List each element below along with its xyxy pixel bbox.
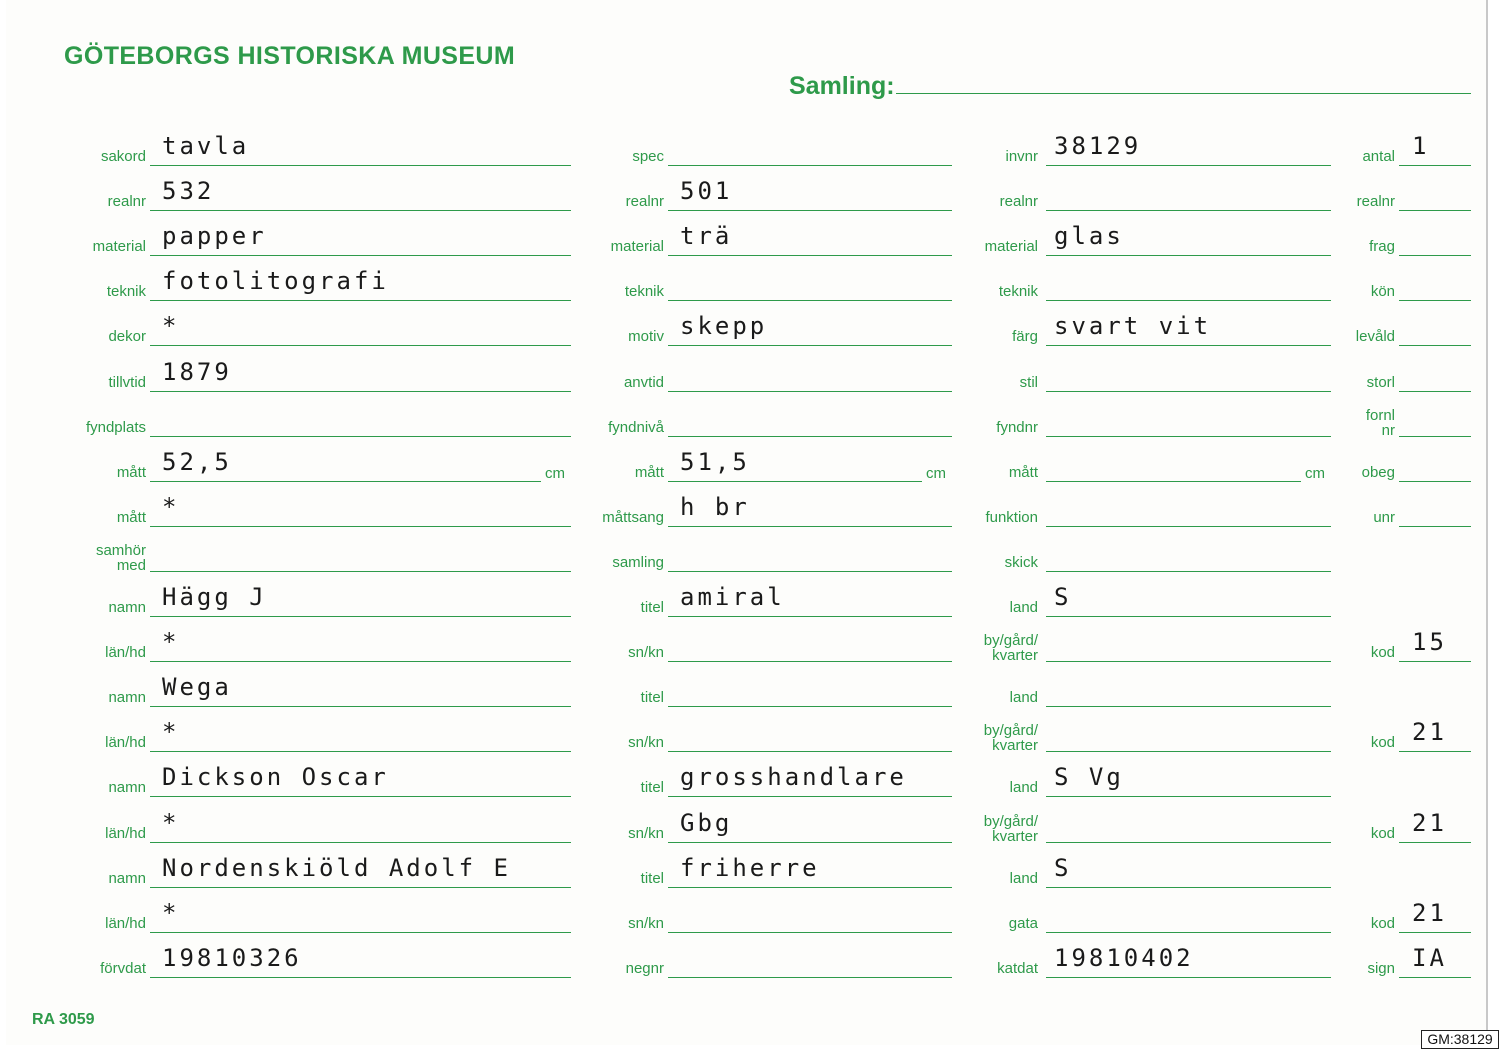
field-label: kod <box>1370 915 1395 932</box>
field-underline <box>668 526 952 527</box>
field-label: material <box>610 238 664 255</box>
field-underline <box>1046 706 1331 707</box>
field-underline <box>1046 887 1331 888</box>
field-underline <box>1046 571 1331 572</box>
field-label: fyndnivå <box>608 419 664 436</box>
field-label: land <box>1009 870 1038 887</box>
field-underline <box>1399 210 1471 211</box>
field-value[interactable]: * <box>162 718 180 746</box>
field-value[interactable]: * <box>162 493 180 521</box>
field-label: sn/kn <box>628 825 664 842</box>
field-underline <box>150 571 571 572</box>
field-label: län/hd <box>105 915 146 932</box>
field-underline <box>150 616 571 617</box>
field-underline <box>1399 436 1471 437</box>
field-label: län/hd <box>105 825 146 842</box>
field-label: obeg <box>1361 464 1395 481</box>
field-label: kod <box>1370 644 1395 661</box>
field-value[interactable]: Dickson Oscar <box>162 763 389 791</box>
field-underline <box>150 751 571 752</box>
field-underline <box>668 571 952 572</box>
field-underline <box>150 932 571 933</box>
field-underline <box>150 345 571 346</box>
unit-label: cm <box>545 465 565 482</box>
field-underline <box>150 165 571 166</box>
field-underline <box>1046 255 1331 256</box>
field-value[interactable]: skepp <box>680 312 768 340</box>
catalog-card <box>6 0 1488 1045</box>
field-value[interactable]: 51,5 <box>680 448 750 476</box>
field-label: sn/kn <box>628 915 664 932</box>
field-underline <box>1046 436 1331 437</box>
field-label: namn <box>108 689 146 706</box>
field-label: samling <box>612 554 664 571</box>
field-label: mått <box>1008 464 1038 481</box>
field-label: namn <box>108 870 146 887</box>
field-label: realnr <box>107 193 146 210</box>
field-value[interactable]: papper <box>162 222 267 250</box>
field-label: spec <box>632 148 664 165</box>
field-label: titel <box>640 870 664 887</box>
field-label: by/gård/ kvarter <box>983 722 1038 754</box>
field-label: anvtid <box>623 374 664 391</box>
field-value[interactable]: IA <box>1412 944 1447 972</box>
field-label: namn <box>108 779 146 796</box>
field-label: mått <box>116 464 146 481</box>
field-value[interactable]: * <box>162 899 180 927</box>
field-label: frag <box>1369 238 1395 255</box>
field-label: unr <box>1373 509 1395 526</box>
field-label: sn/kn <box>628 644 664 661</box>
field-label: teknik <box>106 283 146 300</box>
field-underline <box>1399 255 1471 256</box>
field-underline <box>668 661 952 662</box>
form-code: RA 3059 <box>32 1011 95 1028</box>
field-label: titel <box>640 779 664 796</box>
field-label: län/hd <box>105 734 146 751</box>
field-label: färg <box>1012 328 1038 345</box>
field-label: land <box>1009 599 1038 616</box>
samling-label: Samling: <box>789 72 895 100</box>
field-label: realnr <box>625 193 664 210</box>
field-label: gata <box>1008 915 1038 932</box>
field-underline <box>668 751 952 752</box>
field-label: teknik <box>998 283 1038 300</box>
field-underline <box>668 887 952 888</box>
field-label: by/gård/ kvarter <box>983 632 1038 664</box>
field-value[interactable]: h br <box>680 493 750 521</box>
field-label: titel <box>640 689 664 706</box>
samling-field-line <box>896 93 1471 94</box>
field-value[interactable]: 38129 <box>1054 132 1142 160</box>
field-label: fyndplats <box>85 419 146 436</box>
field-label: kod <box>1370 734 1395 751</box>
field-underline <box>150 887 571 888</box>
field-underline <box>1046 210 1331 211</box>
field-value[interactable]: * <box>162 809 180 837</box>
field-label: län/hd <box>105 644 146 661</box>
field-label: namn <box>108 599 146 616</box>
field-label: kön <box>1370 283 1395 300</box>
field-label: by/gård/ kvarter <box>983 813 1038 845</box>
field-value[interactable]: amiral <box>680 583 785 611</box>
field-underline <box>1046 796 1331 797</box>
field-value[interactable]: 532 <box>162 177 215 205</box>
field-value[interactable]: 21 <box>1412 809 1447 837</box>
field-underline <box>1399 661 1471 662</box>
field-value[interactable]: S <box>1054 854 1072 882</box>
field-value[interactable]: glas <box>1054 222 1124 250</box>
field-label: teknik <box>624 283 664 300</box>
inventory-stamp: GM:38129 <box>1421 1030 1499 1049</box>
field-value[interactable]: 52,5 <box>162 448 232 476</box>
field-label: dekor <box>108 328 146 345</box>
field-label: realnr <box>999 193 1038 210</box>
field-underline <box>668 977 952 978</box>
field-underline <box>150 842 571 843</box>
field-label: storl <box>1366 374 1395 391</box>
field-label: fornl nr <box>1365 407 1395 439</box>
field-value[interactable]: S Vg <box>1054 763 1124 791</box>
field-label: funktion <box>985 509 1038 526</box>
field-underline <box>1046 481 1301 482</box>
field-underline <box>1399 481 1471 482</box>
museum-title: GÖTEBORGS HISTORISKA MUSEUM <box>64 42 516 70</box>
unit-label: cm <box>1305 465 1325 482</box>
field-label: material <box>92 238 146 255</box>
field-value[interactable]: grosshandlare <box>680 763 907 791</box>
field-label: negnr <box>625 960 664 977</box>
field-value[interactable]: 501 <box>680 177 733 205</box>
field-label: mått <box>634 464 664 481</box>
field-underline <box>668 842 952 843</box>
field-label: stil <box>1019 374 1038 391</box>
field-underline <box>150 481 541 482</box>
field-underline <box>1046 661 1331 662</box>
field-underline <box>668 210 952 211</box>
field-label: antal <box>1362 148 1395 165</box>
field-underline <box>1046 391 1331 392</box>
field-underline <box>668 255 952 256</box>
field-underline <box>150 436 571 437</box>
field-underline <box>668 932 952 933</box>
field-label: samhör med <box>95 542 146 574</box>
field-underline <box>1046 165 1331 166</box>
field-underline <box>668 481 922 482</box>
field-label: realnr <box>1356 193 1395 210</box>
field-value[interactable]: trä <box>680 222 733 250</box>
field-label: fyndnr <box>996 419 1038 436</box>
field-label: katdat <box>997 960 1038 977</box>
field-value[interactable]: svart vit <box>1054 312 1212 340</box>
field-value[interactable]: 1 <box>1412 132 1430 160</box>
field-underline <box>150 977 571 978</box>
field-value[interactable]: S <box>1054 583 1072 611</box>
field-value[interactable]: 15 <box>1412 628 1447 656</box>
field-underline <box>1046 526 1331 527</box>
field-label: land <box>1009 689 1038 706</box>
field-value[interactable]: Hägg J <box>162 583 267 611</box>
field-underline <box>150 706 571 707</box>
field-value[interactable]: tavla <box>162 132 250 160</box>
field-value[interactable]: fotolitografi <box>162 267 389 295</box>
field-underline <box>1046 300 1331 301</box>
field-label: land <box>1009 779 1038 796</box>
field-label: kod <box>1370 825 1395 842</box>
field-underline <box>668 345 952 346</box>
field-label: sn/kn <box>628 734 664 751</box>
field-underline <box>1399 300 1471 301</box>
field-value[interactable]: * <box>162 628 180 656</box>
field-label: förvdat <box>100 960 146 977</box>
field-underline <box>1046 977 1331 978</box>
field-underline <box>1046 616 1331 617</box>
field-underline <box>150 526 571 527</box>
field-underline <box>1399 526 1471 527</box>
field-underline <box>150 255 571 256</box>
field-value[interactable]: 21 <box>1412 718 1447 746</box>
field-underline <box>668 796 952 797</box>
field-underline <box>668 706 952 707</box>
field-underline <box>150 661 571 662</box>
field-underline <box>1046 932 1331 933</box>
field-value[interactable]: 1879 <box>162 358 232 386</box>
field-underline <box>1399 391 1471 392</box>
field-underline <box>668 391 952 392</box>
field-value[interactable]: 21 <box>1412 899 1447 927</box>
field-underline <box>1399 977 1471 978</box>
field-value[interactable]: 19810402 <box>1054 944 1194 972</box>
field-label: mått <box>116 509 146 526</box>
field-label: sign <box>1367 960 1395 977</box>
field-underline <box>1046 345 1331 346</box>
field-underline <box>668 616 952 617</box>
field-underline <box>150 796 571 797</box>
field-underline <box>1046 751 1331 752</box>
field-label: titel <box>640 599 664 616</box>
field-underline <box>150 391 571 392</box>
field-underline <box>1399 165 1471 166</box>
field-underline <box>150 210 571 211</box>
field-label: levåld <box>1355 328 1395 345</box>
field-underline <box>1399 932 1471 933</box>
field-value[interactable]: 19810326 <box>162 944 302 972</box>
field-underline <box>1399 345 1471 346</box>
field-underline <box>668 436 952 437</box>
field-underline <box>1046 842 1331 843</box>
field-label: måttsang <box>602 509 664 526</box>
field-underline <box>1399 751 1471 752</box>
field-value[interactable]: Nordenskiöld Adolf E <box>162 854 511 882</box>
field-value[interactable]: friherre <box>680 854 820 882</box>
field-underline <box>150 300 571 301</box>
field-underline <box>668 165 952 166</box>
field-label: invnr <box>1005 148 1038 165</box>
field-value[interactable]: * <box>162 312 180 340</box>
field-label: skick <box>1004 554 1038 571</box>
unit-label: cm <box>926 465 946 482</box>
field-label: sakord <box>100 148 146 165</box>
field-label: motiv <box>628 328 664 345</box>
field-underline <box>1399 842 1471 843</box>
field-label: tillvtid <box>108 374 146 391</box>
field-value[interactable]: Gbg <box>680 809 733 837</box>
field-label: material <box>984 238 1038 255</box>
field-underline <box>668 300 952 301</box>
field-value[interactable]: Wega <box>162 673 232 701</box>
